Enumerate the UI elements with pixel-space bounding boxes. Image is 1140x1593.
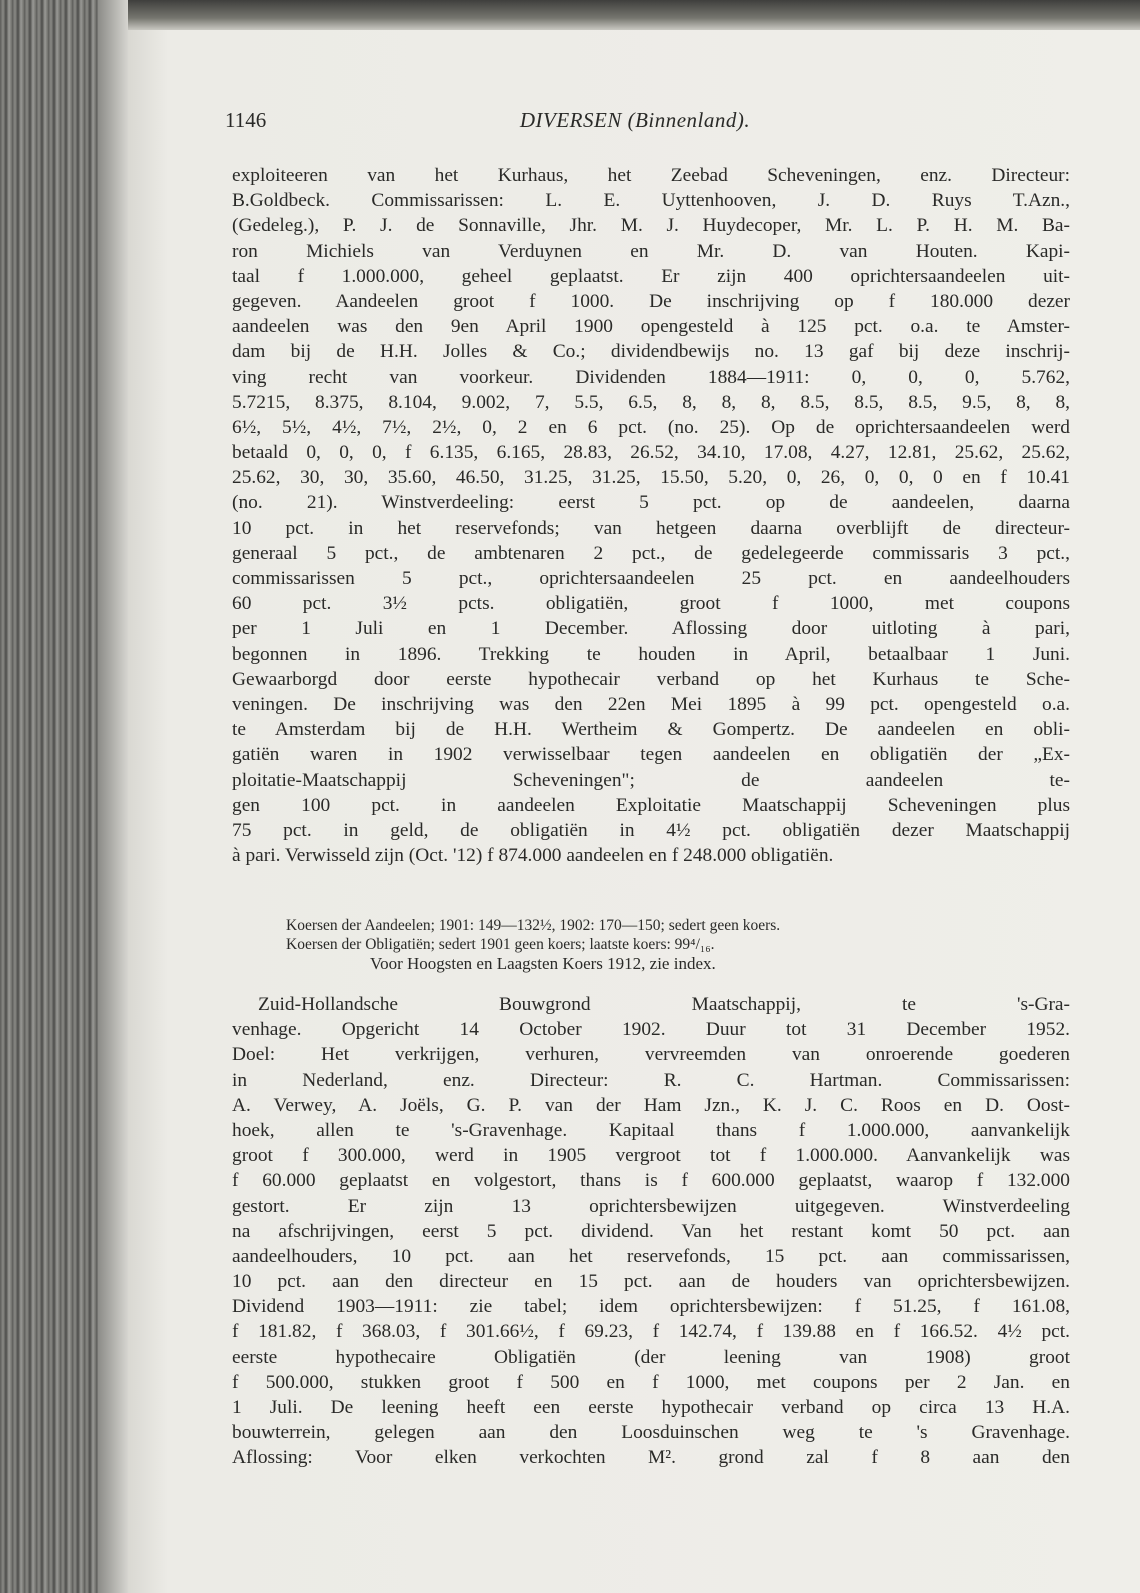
scan-top-edge <box>0 0 1140 30</box>
block1-line: (no. 21). Winstverdeeling: eerst 5 pct. op de aandeelen, daarna <box>232 492 1070 514</box>
block1-line: 5.7215, 8.375, 8.104, 9.002, 7, 5.5, 6.5, 8, 8, 8, 8.5, 8.5, 8.5, 9.5, 8, 8, <box>232 391 1070 413</box>
block1-line: 6½, 5½, 4½, 7½, 2½, 0, 2 en 6 pct. (no. 25). Op de oprichtersaandeelen werd <box>232 416 1070 438</box>
block1-line: generaal 5 pct., de ambtenaren 2 pct., de gedelegeerde commissaris 3 pct., <box>232 542 1070 564</box>
block1-line: 10 pct. in het reservefonds; van hetgeen daarna overblijft de directeur- <box>232 517 1070 539</box>
block1-line: begonnen in 1896. Trekking te houden in April, betaalbaar 1 Juni. <box>232 643 1070 665</box>
block2-line: aandeelhouders, 10 pct. aan het reservefonds, 15 pct. aan commissarissen, <box>232 1245 1070 1267</box>
block1-line: veningen. De inschrijving was den 22en Mei 1895 à 99 pct. opengesteld o.a. <box>232 693 1070 715</box>
koersen-line: Koersen der Obligatiën; sedert 1901 geen koers; laatste koers: 99⁴/₁₆. <box>286 936 715 953</box>
block1-line: ving recht van voorkeur. Dividenden 1884—1911: 0, 0, 0, 5.762, <box>232 366 1070 388</box>
block1-line: ploitatie-Maatschappij Scheveningen"; de aandeelen te- <box>232 769 1070 791</box>
block1-line: te Amsterdam bij de H.H. Wertheim & Gompertz. De aandeelen en obli- <box>232 719 1070 741</box>
block1-line: aandeelen was den 9en April 1900 opengesteld à 125 pct. o.a. te Amster- <box>232 316 1070 338</box>
page-number: 1146 <box>225 108 267 132</box>
block1-line: commissarissen 5 pct., oprichtersaandeelen 25 pct. en aandeelhouders <box>232 568 1070 589</box>
block1-line: gegeven. Aandeelen groot f 1000. De inschrijving op f 180.000 dezer <box>232 290 1070 312</box>
block1-line: (Gedeleg.), P. J. de Sonnaville, Jhr. M. J. Huydecoper, Mr. L. P. H. M. Ba- <box>232 215 1070 237</box>
block2-line: venhage. Opgericht 14 October 1902. Duur tot 31 December 1952. <box>232 1019 1070 1041</box>
block2-line: 10 pct. aan den directeur en 15 pct. aan de houders van oprichtersbewijzen. <box>232 1271 1070 1293</box>
block2-line: f 60.000 geplaatst en volgestort, thans is f 600.000 geplaatst, waarop f 132.000 <box>232 1170 1070 1192</box>
koersen-note <box>232 916 1070 973</box>
block2-line: Aflossing: Voor elken verkochten M². grond zal f 8 aan den <box>232 1447 1070 1469</box>
block2-line: Doel: Het verkrijgen, verhuren, vervreemden van onroerende goederen <box>232 1044 1070 1066</box>
book-spine-edge <box>0 0 128 1593</box>
block2-line: in Nederland, enz. Directeur: R. C. Hartman. Commissarissen: <box>232 1069 1070 1091</box>
block1-line: per 1 Juli en 1 December. Aflossing door uitloting à pari, <box>232 618 1070 640</box>
block2-line: Dividend 1903—1911: zie tabel; idem oprichtersbewijzen: f 51.25, f 161.08, <box>232 1296 1070 1318</box>
block1-line: B.Goldbeck. Commissarissen: L. E. Uyttenhooven, J. D. Ruys T.Azn., <box>232 190 1070 212</box>
running-head: DIVERSEN (Binnenland). <box>519 108 751 132</box>
block1-line: 25.62, 30, 30, 35.60, 46.50, 31.25, 31.25, 15.50, 5.20, 0, 26, 0, 0, 0 en f 10.41 <box>232 467 1070 489</box>
koersen-line: Koersen der Aandeelen; 1901: 149—132½, 1902: 170—150; sedert geen koers. <box>286 917 781 934</box>
block1-line: gatiën waren in 1902 verwisselbaar tegen aandeelen en obligatiën der „Ex- <box>232 744 1070 766</box>
block2-line: f 181.82, f 368.03, f 301.66½, f 69.23, f 142.74, f 139.88 en f 166.52. 4½ pct. <box>232 1321 1070 1343</box>
block1-line: 75 pct. in geld, de obligatiën in 4½ pct. obligatiën dezer Maatschappij <box>232 819 1070 841</box>
block2-line: A. Verwey, A. Joëls, G. P. van der Ham Jzn., K. J. C. Roos en D. Oost- <box>232 1094 1070 1116</box>
block1-line: Gewaarborgd door eerste hypothecair verband op het Kurhaus te Sche- <box>232 668 1070 690</box>
block2-line: bouwterrein, gelegen aan den Loosduinschen weg te 's Gravenhage. <box>232 1422 1070 1444</box>
block1-line: dam bij de H.H. Jolles & Co.; dividendbewijs no. 13 gaf bij deze inschrij- <box>232 341 1070 363</box>
block2-line: 1 Juli. De leening heeft een eerste hypothecair verband op circa 13 H.A. <box>232 1397 1070 1418</box>
block1-line: exploiteeren van het Kurhaus, het Zeebad Scheveningen, enz. Directeur: <box>232 165 1070 186</box>
block2-line: f 500.000, stukken groot f 500 en f 1000, met coupons per 2 Jan. en <box>232 1371 1070 1393</box>
entry-zuid-hollandsche-text <box>232 992 1070 1471</box>
koersen-line: Voor Hoogsten en Laagsten Koers 1912, zie index. <box>370 954 716 973</box>
block1-line: betaald 0, 0, 0, f 6.135, 6.165, 28.83, 26.52, 34.10, 17.08, 4.27, 12.81, 25.62, 25.62, <box>232 442 1070 464</box>
block1-line: taal f 1.000.000, geheel geplaatst. Er zijn 400 oprichtersaandeelen uit- <box>232 265 1070 287</box>
block2-line: Zuid-Hollandsche Bouwgrond Maatschappij, te 's-Gra- <box>258 994 1070 1015</box>
block2-line: gestort. Er zijn 13 oprichtersbewijzen uitgegeven. Winstverdeeling <box>232 1195 1070 1217</box>
entry-kurhaus-text <box>232 163 1070 868</box>
block1-line: 60 pct. 3½ pcts. obligatiën, groot f 1000, met coupons <box>232 593 1070 615</box>
block2-line: groot f 300.000, werd in 1905 vergroot tot f 1.000.000. Aanvankelijk was <box>232 1145 1070 1167</box>
block2-line: na afschrijvingen, eerst 5 pct. dividend. Van het restant komt 50 pct. aan <box>232 1220 1070 1242</box>
page-header <box>225 108 1045 138</box>
block1-line: à pari. Verwisseld zijn (Oct. '12) f 874.000 aandeelen en f 248.000 obligatiën. <box>232 845 834 867</box>
block1-line: ron Michiels van Verduynen en Mr. D. van Houten. Kapi- <box>232 240 1070 262</box>
block2-line: hoek, allen te 's-Gravenhage. Kapitaal thans f 1.000.000, aanvankelijk <box>232 1119 1070 1141</box>
block1-line: gen 100 pct. in aandeelen Exploitatie Maatschappij Scheveningen plus <box>232 794 1070 816</box>
block2-line: eerste hypothecaire Obligatiën (der leening van 1908) groot <box>232 1346 1070 1368</box>
